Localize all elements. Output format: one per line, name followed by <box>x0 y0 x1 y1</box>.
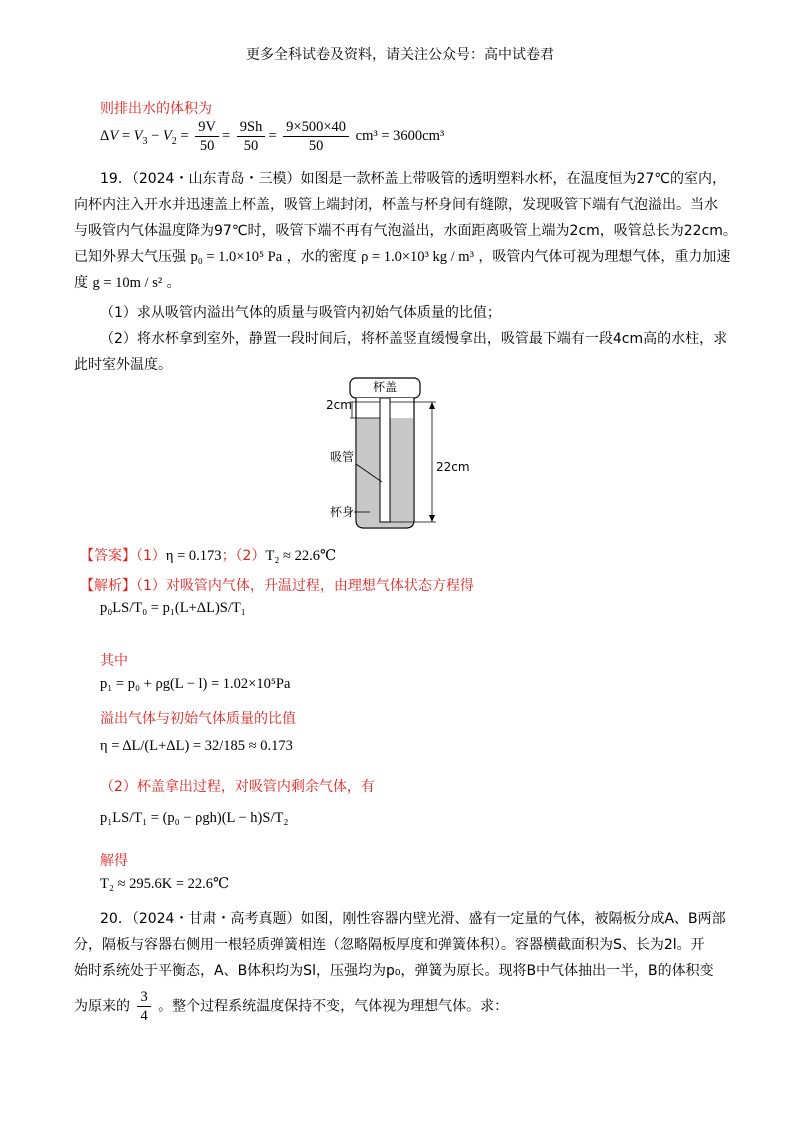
q19-line4 <box>74 246 730 266</box>
q19-line1: 19．（2024・山东青岛・三模）如图是一款杯盖上带吸管的透明塑料水杯，在温度恒为27℃的室内， <box>100 171 726 187</box>
fraction-9sh-50: $\frac{9Sh}{50}$ <box>237 118 266 155</box>
volume-label: 则排出水的体积为 <box>100 101 212 117</box>
q19-gravity-value: g = 10m / s² <box>92 275 163 291</box>
q19-line2: 向杯内注入开水并迅速盖上杯盖，吸管上端封闭，杯盖与杯身间有缝隙，发现吸管下端有气泡溢出。当水 <box>74 197 718 213</box>
lid-label: 杯盖 <box>372 380 398 394</box>
arrowhead-bottom <box>429 515 435 522</box>
fraction-9v-50: $\frac{9V}{50}$ <box>195 118 219 155</box>
solve-label: 解得 <box>100 853 128 869</box>
q19-line3: 与吸管内气体温度降为97℃时，吸管下端不再有气泡溢出，水面距离吸管上端为2cm，吸管总长为22cm。 <box>74 223 737 239</box>
q19-density-value: ρ = 1.0×10³ kg / m³ <box>361 249 474 265</box>
q19-line5-text-a: 度 <box>74 275 88 291</box>
fraction-3-4: $\frac{3}{4}$ <box>137 988 150 1025</box>
answer-line <box>80 545 336 565</box>
page-header: 更多全科试卷及资料，请关注公众号：高中试卷君 <box>246 47 554 63</box>
q19-sub1: （1）求从吸管内溢出气体的质量与吸管内初始气体质量的比值； <box>100 305 501 321</box>
answer-part1-label: （1） <box>136 548 166 564</box>
answer-tag: 【答案】 <box>80 548 136 564</box>
part2-label: （2）杯盖拿出过程，对吸管内剩余气体，有 <box>100 779 375 795</box>
equation-1: p₀LS/T₀ = p₁(L+ΔL)S/T₁ <box>100 600 246 616</box>
q19-line4-text-c: ，水的密度 <box>286 249 357 265</box>
q20-line2: 分，隔板与容器右侧用一根轻质弹簧相连（忽略隔板厚度和弹簧体积）。容器横截面积为S、长为2l。开 <box>74 937 705 953</box>
q20-line4-text-a: 为原来的 <box>74 998 130 1015</box>
equation-2: p₁ = p₀ + ρg(L − l) = 1.02×10⁵Pa <box>100 676 291 692</box>
q19-sub2b: 此时室外温度。 <box>74 357 172 373</box>
ratio-label: 溢出气体与初始气体质量的比值 <box>100 711 296 727</box>
length-label: 22cm <box>436 460 470 474</box>
volume-formula-result: cm³ = 3600cm³ <box>355 127 445 144</box>
equation-4: p₁LS/T₁ = (p₀ − ρgh)(L − h)S/T₂ <box>100 810 289 826</box>
where-label: 其中 <box>100 653 128 669</box>
answer-value-1: η = 0.173 <box>165 548 222 564</box>
q19-line4-text-e: ，吸管内气体可视为理想气体，重力加速 <box>478 249 731 265</box>
q20-line1: 20．（2024・甘肃・高考真题）如图，刚性容器内壁光滑、盛有一定量的气体，被隔板分成A、B两部 <box>100 911 726 927</box>
volume-formula-lhs: $\Delta V = V_3 - V_2$ = <box>100 127 189 147</box>
q19-line5-text-c: 。 <box>166 275 181 291</box>
analysis-intro <box>80 575 474 595</box>
q19-line4-text-a: 已知外界大气压强 <box>74 249 186 265</box>
q20-line4-text-b: 。整个过程系统温度保持不变，气体视为理想气体。求： <box>158 998 509 1015</box>
answer-value-2: T₂ ≈ 22.6℃ <box>265 548 337 564</box>
q20-line4 <box>74 988 508 1025</box>
fraction-9x500x40-50: $\frac{9\times 500\times 40}{50}$ <box>283 118 349 155</box>
straw-label: 吸管 <box>330 450 355 464</box>
analysis-tag: 【解析】 <box>80 578 136 594</box>
volume-formula: $\Delta V = V_3 - V_2$ = $\frac{9V}{50}$ = $\frac{9Sh}{50}$ = $\frac{9\times 500\times 40}{50}$ cm³ = 3600cm³ <box>100 119 445 154</box>
analysis-intro-text: （1）对吸管内气体，升温过程，由理想气体状态方程得 <box>136 578 474 594</box>
q19-pressure-value: p₀ = 1.0×10⁵ Pa <box>190 249 283 265</box>
straw-inner <box>381 418 389 521</box>
q20-line3: 始时系统处于平衡态，A、B体积均为Sl，压强均为p₀，弹簧为原长。现将B中气体抽出一半，B的体积变 <box>74 963 714 979</box>
body-label: 杯身 <box>330 505 355 519</box>
equation-3: η = ΔL/(L+ΔL) = 32/185 ≈ 0.173 <box>100 738 293 754</box>
arrowhead-top <box>429 402 435 409</box>
equation-5: T₂ ≈ 295.6K = 22.6℃ <box>100 876 230 892</box>
answer-separator: ；（2） <box>221 548 266 564</box>
gap-label: 2cm <box>326 398 352 412</box>
q19-sub2a: （2）将水杯拿到室外，静置一段时间后，将杯盖竖直缓慢拿出，吸管最下端有一段4cm高的水柱，求 <box>100 331 728 347</box>
q19-line5 <box>74 272 181 292</box>
